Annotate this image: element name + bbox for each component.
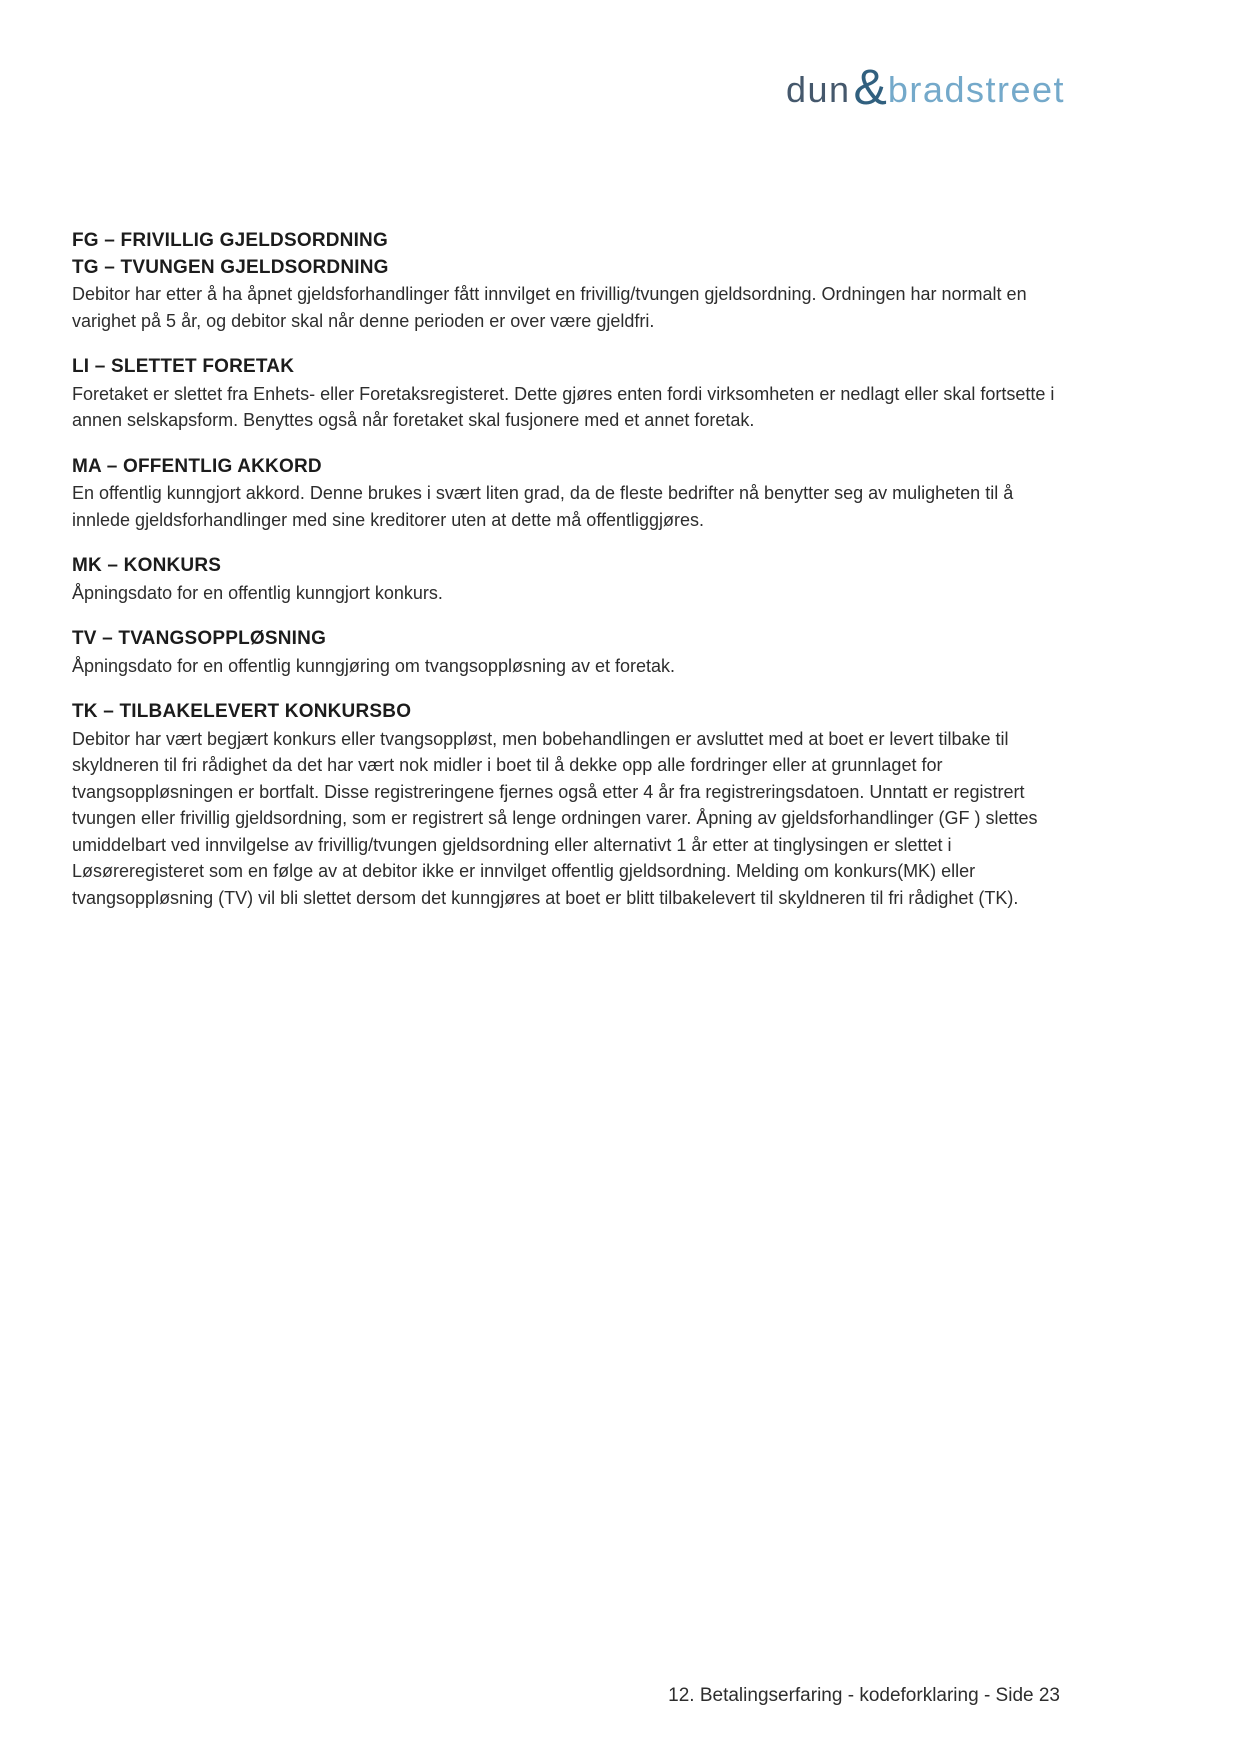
section-fg-tg-gjeldsordning [72, 228, 1067, 334]
section-heading-tg: TG – TVUNGEN GJELDSORDNING [72, 256, 389, 278]
section-tv-tvangsopplosning [72, 626, 1067, 679]
section-li-slettet-foretak [72, 354, 1067, 434]
section-heading-mk: MK – KONKURS [72, 555, 222, 576]
section-body-tk: Debitor har vært begjært konkurs eller tvangsoppløst, men bobehandlingen er avsluttet med at boet er levert tilbake til skyldneren til fri rådighet da det har vært nok midler i boet til å dekke opp alle fordringer eller at grunnlaget for tvangsoppløsningen er bortfalt. Disse registreringene fjernes også etter 4 år fra registreringsdatoen. Unntatt er registrert tvungen eller frivillig gjeldsordning, som er registrert så lenge ordningen varer. Åpning av gjeldsforhandlinger (GF ) slettes umiddelbart ved innvilgelse av frivillig/tvungen gjeldsordning eller alternativt 1 år etter at tinglysingen er slettet i Løsøreregisteret som en følge av at debitor ikke er innvilget offentlig gjeldsordning. Melding om konkurs(MK) eller tvangsoppløsning (TV) vil bli slettet dersom det kunngjøres at boet er blitt tilbakelevert til skyldneren til fri rådighet (TK). [72, 728, 1038, 908]
section-body-mk: Åpningsdato for en offentlig kunngjort konkurs. [72, 582, 443, 603]
logo-text-dun: dun [785, 69, 851, 110]
section-heading-li: LI – SLETTET FORETAK [72, 356, 295, 377]
section-body-tv: Åpningsdato for en offentlig kunngjøring om tvangsoppløsning av et foretak. [72, 655, 676, 676]
section-body-fg-tg: Debitor har etter å ha åpnet gjeldsforhandlinger fått innvilget en frivillig/tvungen gjeldsordning. Ordningen har normalt en varighet på 5 år, og debitor skal når denne perioden er over være gjeldfri. [72, 284, 1027, 331]
document-content [72, 228, 1067, 931]
section-body-ma: En offentlig kunngjort akkord. Denne brukes i svært liten grad, da de fleste bedrifter nå benytter seg av muligheten til å innlede gjeldsforhandlinger med sine kreditorer uten at dette må offentliggjøres. [72, 483, 1014, 530]
section-mk-konkurs [72, 553, 1067, 606]
section-heading-ma: MA – OFFENTLIG AKKORD [72, 455, 322, 477]
page-footer: 12. Betalingserfaring - kodeforklaring - Side 23 [668, 1685, 1060, 1706]
section-ma-offentlig-akkord [72, 454, 1067, 534]
section-heading-tk: TK – TILBAKELEVERT KONKURSBO [72, 701, 412, 722]
section-heading-tv: TV – TVANGSOPPLØSNING [72, 628, 327, 649]
section-tk-tilbakelevert-konkursbo [72, 699, 1067, 911]
logo-text-bradstreet: bradstreet [887, 69, 1065, 110]
dun-bradstreet-logo [785, 59, 1065, 115]
section-body-li: Foretaket er slettet fra Enhets- eller Foretaksregisteret. Dette gjøres enten fordi virksomheten er nedlagt eller skal fortsette i annen selskapsform. Benyttes også når foretaket skal fusjonere med et annet foretak. [72, 383, 1055, 430]
section-heading-fg: FG – FRIVILLIG GJELDSORDNING [72, 230, 388, 251]
logo-ampersand-icon: & [853, 59, 887, 115]
